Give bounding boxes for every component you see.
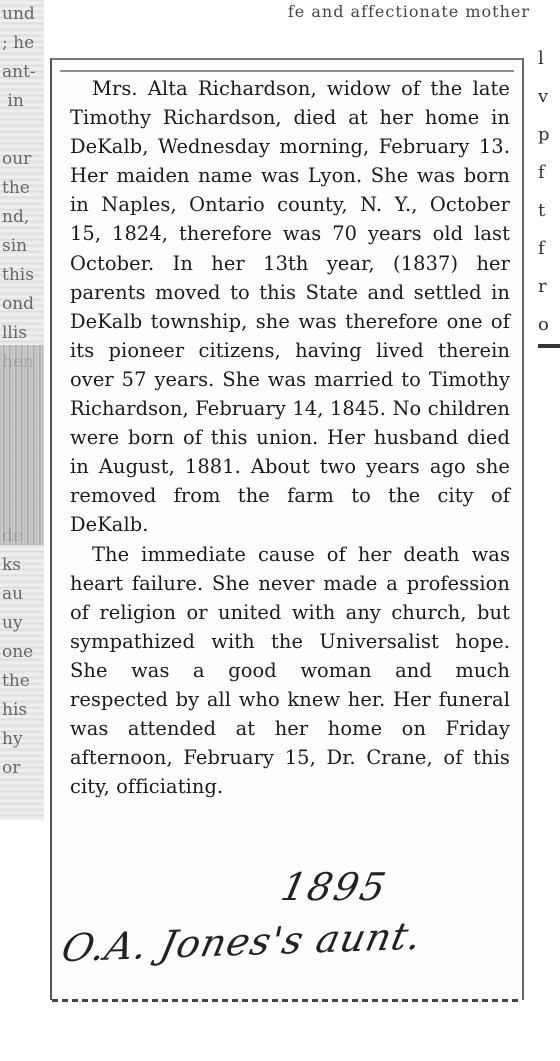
adjacent-column-line: ; he — [2, 33, 35, 53]
adjacent-column-line: nd, — [2, 207, 30, 227]
adjacent-column-line: the — [2, 671, 30, 691]
adjacent-column-line: hy — [2, 729, 23, 749]
adjacent-column-line: the — [2, 178, 30, 198]
adjacent-column-line: o — [538, 314, 549, 335]
adjacent-column-line: sin — [2, 236, 28, 256]
adjacent-column-line: r — [538, 276, 547, 297]
handwritten-note: O.A. Jones's aunt. — [57, 913, 427, 971]
adjacent-column-right — [534, 40, 560, 340]
adjacent-column-line: one — [2, 642, 34, 662]
adjacent-column-line: p — [538, 124, 550, 145]
adjacent-column-line: und — [2, 4, 35, 24]
adjacent-column-line: his — [2, 700, 28, 720]
column-rule — [538, 344, 560, 348]
adjacent-column-line: uy — [2, 613, 23, 633]
adjacent-column-line: f — [538, 162, 545, 183]
handwritten-year: 1895 — [277, 865, 392, 909]
clipping-top-rule — [60, 62, 514, 72]
adjacent-column-line: f — [538, 238, 545, 259]
adjacent-column-line — [0, 116, 44, 145]
adjacent-column-left — [0, 0, 44, 820]
adjacent-column-line: v — [538, 86, 549, 107]
obituary-clipping — [50, 58, 524, 1000]
adjacent-column-line: this — [2, 265, 34, 285]
adjacent-column-line: or — [2, 758, 21, 778]
adjacent-column-line: in — [2, 91, 24, 111]
adjacent-column-line: llis — [2, 323, 28, 343]
top-fragment-text: fe and affectionate mother — [287, 2, 530, 21]
article-paragraph-1: Mrs. Alta Richardson, widow of the late Timothy Richardson, died at her home in DeKalb, Wednesday morning, February 13. Her maiden name was Lyon. She was born in Naples, Ontario county, N. Y., October 15, 1824, therefore was 70 years old last October. In her 13th year, (1837) her parents moved to this State and settled in DeKalb township, she was therefore one of its pioneer citizens, having lived therein over 57 years. She was married to Timothy Richardson, February 14, 1845. No children were born of this union. Her husband died in August, 1881. About two years ago she removed from the farm to the city of DeKalb. — [70, 77, 510, 537]
adjacent-column-line: ant- — [2, 62, 36, 82]
adjacent-column-shadow — [0, 345, 44, 545]
clipping-bottom-edge — [52, 999, 522, 1002]
obituary-article — [70, 74, 510, 801]
adjacent-column-line: au — [2, 584, 24, 604]
adjacent-column-line: l — [538, 48, 544, 69]
adjacent-column-line: ond — [2, 294, 35, 314]
adjacent-column-line: t — [538, 200, 546, 221]
adjacent-column-line: our — [2, 149, 32, 169]
adjacent-column-line: ks — [2, 555, 22, 575]
article-paragraph-2: The immediate cause of her death was heart failure. She never made a profession of religion or united with any church, but sympathized with the Universalist hope. She was a good woman and much respected by all who knew her. Her funeral was attended at her home on Friday afternoon, February 15, Dr. Crane, of this city, officiating. — [70, 542, 510, 799]
